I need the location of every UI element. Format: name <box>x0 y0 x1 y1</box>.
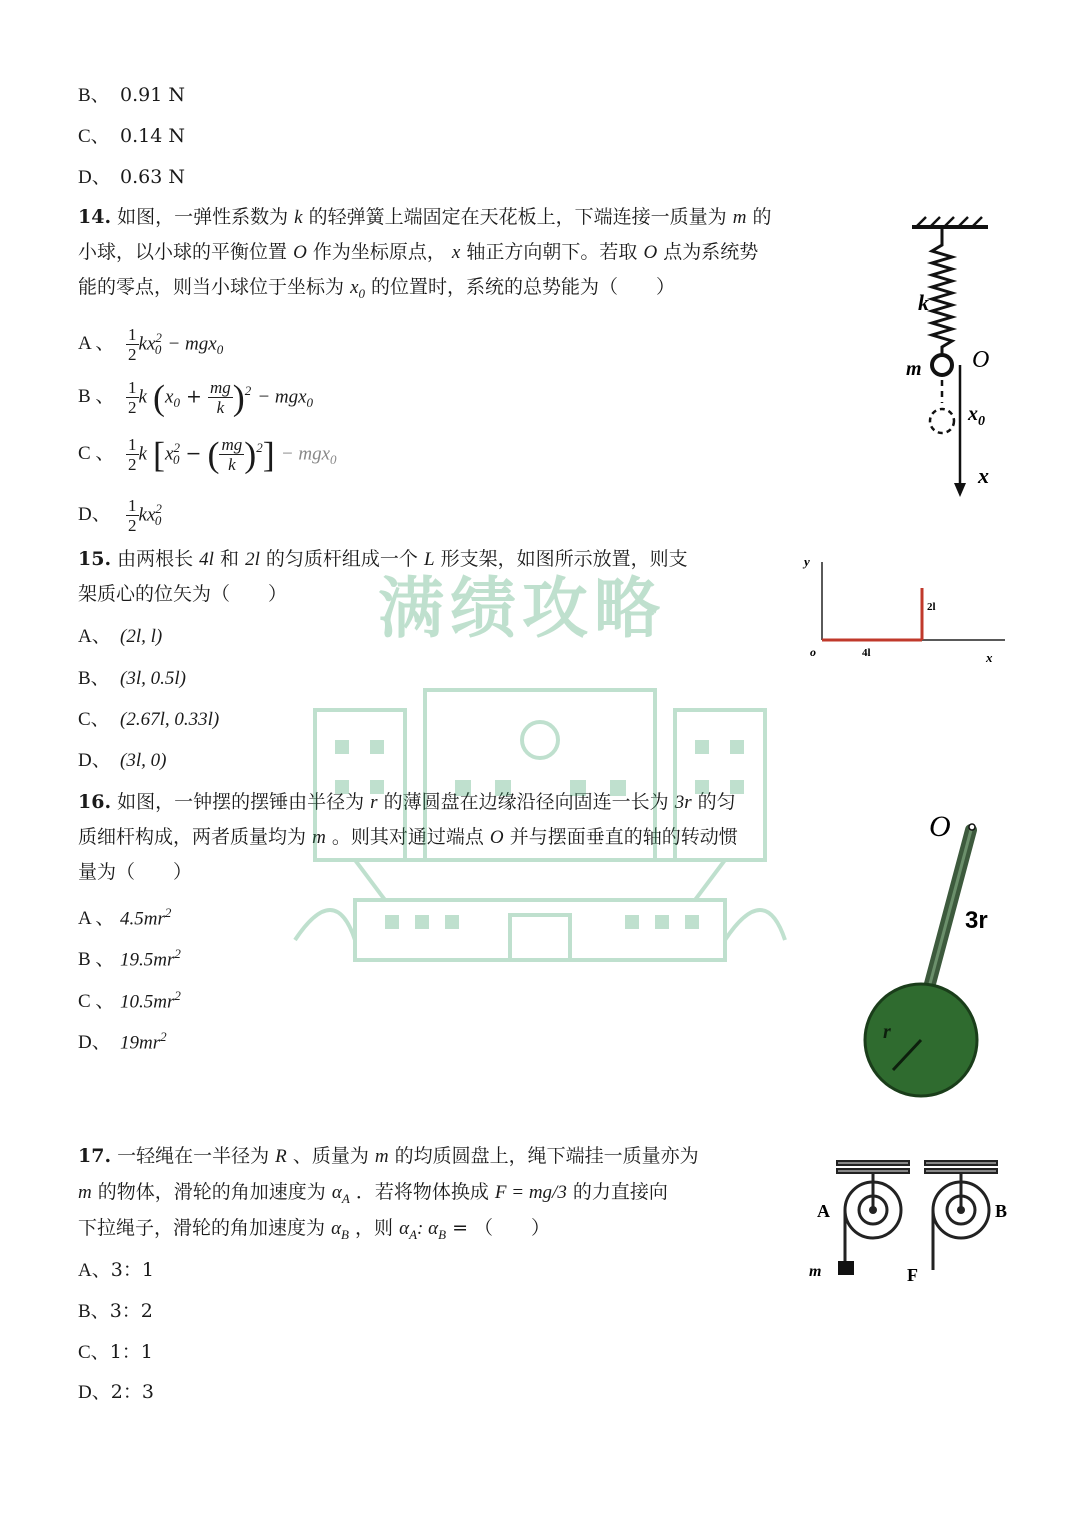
x-label: x <box>986 650 993 665</box>
length-2l-label: 2l <box>927 601 936 613</box>
q16-stem-line3: 量为（ ） <box>78 861 193 883</box>
q13-option-b[interactable]: B、 0.91 N <box>78 84 185 106</box>
q15-option-b[interactable]: B、 (3l, 0.5l) <box>78 668 186 689</box>
q13-option-d[interactable]: D、 0.63 N <box>78 166 185 188</box>
q17-option-c[interactable]: C、1：1 <box>78 1341 153 1363</box>
pivot-point <box>969 824 975 830</box>
spring-constant-label: k <box>918 290 929 315</box>
fraction: $\frac{1}{2}$ <box>128 495 137 535</box>
pulley-b-label: B <box>995 1201 1008 1221</box>
q14-option-b[interactable]: B 、 $\frac{1}{2}$ k ($x_0$ + $\frac{mg}{k}$ )$^2$ − mgx$_0$ <box>78 377 314 418</box>
q16-stem-line1: 16. 如图，一钟摆的摆锤由半径为 r 的薄圆盘在边缘沿径向固连一长为 3r 的匀 <box>78 791 736 813</box>
q17-option-a[interactable]: A、3：1 <box>78 1259 154 1281</box>
pulley-a-label: A <box>817 1201 830 1221</box>
x-axis-label: x <box>978 463 989 488</box>
origin-label: O <box>972 347 990 373</box>
hanging-mass <box>838 1261 854 1275</box>
q17-option-d[interactable]: D、2：3 <box>78 1381 154 1403</box>
x-axis-arrow <box>954 483 966 497</box>
q14-stem-line2: 小球，以小球的平衡位置 O 作为坐标原点， x 轴正方向朝下。若取 O 点为系统势 <box>78 241 759 263</box>
q14-stem-line3: 能的零点，则当小球位于坐标为 $x_0$ 的位置时，系统的总势能为（ ） <box>78 276 676 301</box>
origin-label: o <box>810 645 816 659</box>
length-4l-label: 4l <box>862 647 871 659</box>
q17-stem-line3: 下拉绳子，滑轮的角加速度为 $\alpha_B$ ，则 $\alpha_A$: $\alpha_B$ = （ ） <box>78 1217 551 1242</box>
q15-stem-line1: 15. 由两根长 4l 和 2l 的匀质杆组成一个 L 形支架，如图所示放置，则支 <box>78 548 688 570</box>
left-ceiling <box>837 1161 909 1173</box>
watermark-building-icon <box>295 680 785 980</box>
pendulum-figure <box>855 800 988 1100</box>
mass-label: m <box>906 358 922 380</box>
fraction: $\frac{1}{2}$ <box>128 324 137 364</box>
q15-option-d[interactable]: D、 (3l, 0) <box>78 750 167 771</box>
q16-stem-line2: 质细杆构成，两者质量均为 m 。则其对通过端点 O 并与摆面垂直的轴的转动惯 <box>78 826 738 848</box>
force-label: F <box>907 1265 918 1285</box>
fraction: $\frac{1}{2}$ <box>128 434 137 474</box>
q16-option-c[interactable]: C 、 $10.5mr^2$ <box>78 988 181 1013</box>
q14-option-a[interactable]: A 、 $\frac{1}{2}$ $kx^2_0 - mgx_0$ <box>78 324 224 364</box>
q14-stem-line1: 14. 如图，一弹性系数为 k 的轻弹簧上端固定在天花板上，下端连接一质量为 m 的 <box>78 206 772 228</box>
spring-mass-figure <box>900 215 1000 505</box>
q14-option-d[interactable]: D、 $\frac{1}{2}$ $kx^2_0$ <box>78 495 162 535</box>
q16-option-d[interactable]: D、 $19mr^2$ <box>78 1029 167 1054</box>
fraction: $\frac{mg}{k}$ <box>221 434 243 474</box>
fraction: $\frac{mg}{k}$ <box>209 377 231 417</box>
q14-option-c[interactable]: C 、 $\frac{1}{2}$ k [$x^2_0$ − ( $\frac{mg}{k}$ )$^2$] − mgx$_0$ <box>78 434 337 475</box>
q17-stem-line2: m 的物体，滑轮的角加速度为 $\alpha_A$ ．若将物体换成 F = mg/3 的力直接向 <box>78 1181 668 1206</box>
mass-ball <box>932 355 952 375</box>
fraction: $\frac{1}{2}$ <box>128 377 137 417</box>
rod-length-label: 3r <box>965 907 988 934</box>
q17-option-b[interactable]: B、3：2 <box>78 1300 153 1322</box>
watermark-text: 满绩攻略 <box>378 570 666 647</box>
q15-stem-line2: 架质心的位矢为（ ） <box>78 583 288 605</box>
x0-label: $x_0$ <box>968 403 985 429</box>
l-frame-figure <box>800 548 1010 673</box>
pulley-figure <box>805 1155 1010 1290</box>
radius-label: r <box>883 1021 891 1043</box>
q16-option-a[interactable]: A 、 $4.5mr^2$ <box>78 905 172 930</box>
q17-stem-line1: 17. 一轻绳在一半径为 R 、质量为 m 的均质圆盘上，绳下端挂一质量亦为 <box>78 1145 699 1167</box>
right-ceiling <box>925 1161 997 1173</box>
pivot-label: O <box>929 810 951 843</box>
q15-option-c[interactable]: C、 (2.67l, 0.33l) <box>78 709 220 730</box>
q16-option-b[interactable]: B 、 $19.5mr^2$ <box>78 946 181 971</box>
displaced-mass <box>930 409 954 433</box>
y-label: y <box>804 554 810 569</box>
mass-label: m <box>809 1263 822 1280</box>
q13-option-c[interactable]: C、 0.14 N <box>78 125 185 147</box>
q15-option-a[interactable]: A、 (2l, l) <box>78 626 163 647</box>
spring-coil <box>932 227 952 355</box>
